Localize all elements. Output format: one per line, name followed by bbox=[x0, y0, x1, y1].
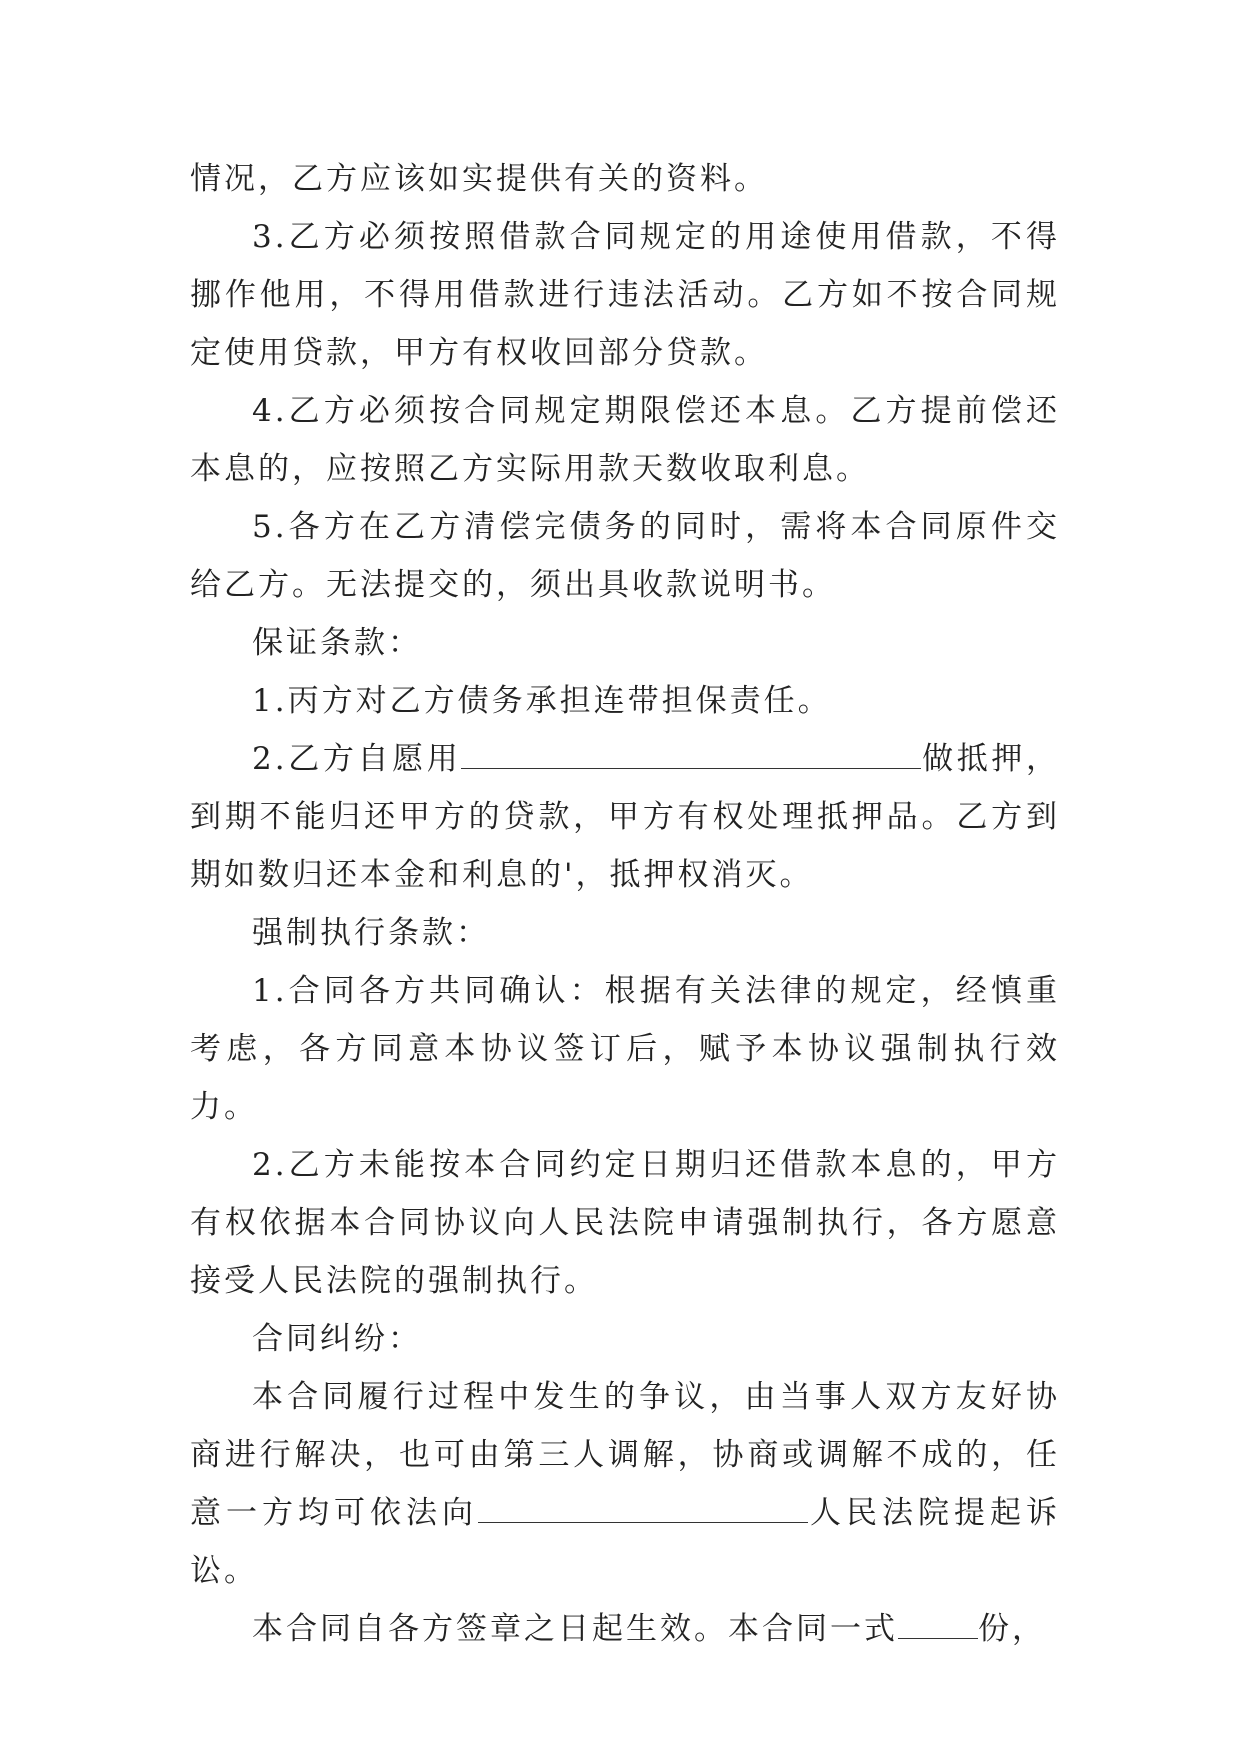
clause-collateral-rest: 做抵押，到期不能归还甲方的贷款，甲方有权处理抵押品。乙方到期如数归还本金和利息的'，抵押权消灭。 bbox=[190, 741, 1061, 893]
clause-collateral-lead: 2.乙方自愿用 bbox=[252, 741, 462, 777]
collateral-blank-field[interactable] bbox=[461, 738, 921, 769]
section-heading-enforcement: 强制执行条款： bbox=[252, 915, 490, 951]
clause-repayment-term: 4.乙方必须按合同规定期限偿还本息。乙方提前偿还本息的，应按照乙方实际用款天数收取利息。 bbox=[190, 393, 1060, 487]
section-heading-guarantee: 保证条款： bbox=[252, 625, 422, 661]
clause-joint-guarantee: 1.丙方对乙方债务承担连带担保责任。 bbox=[252, 683, 832, 719]
clause-collateral bbox=[190, 730, 1060, 904]
clause-effective-lead: 本合同自各方签章之日起生效。本合同一式 bbox=[252, 1611, 898, 1647]
document-page bbox=[190, 150, 1060, 1658]
clause-dispute-rest: 人民法院提起诉讼。 bbox=[190, 1495, 1060, 1589]
paragraph-continuation: 情况，乙方应该如实提供有关的资料。 bbox=[190, 161, 768, 197]
section-heading-dispute: 合同纠纷： bbox=[252, 1321, 422, 1357]
clause-enforcement-apply: 2.乙方未能按本合同约定日期归还借款本息的，甲方有权依据本合同协议向人民法院申请强制执行，各方愿意接受人民法院的强制执行。 bbox=[190, 1147, 1060, 1299]
clause-dispute-resolution bbox=[190, 1368, 1060, 1600]
clause-loan-usage: 3.乙方必须按照借款合同规定的用途使用借款，不得挪作他用，不得用借款进行违法活动。乙方如不按合同规定使用贷款，甲方有权收回部分贷款。 bbox=[190, 219, 1060, 371]
clause-effective-rest: 份， bbox=[978, 1611, 1046, 1647]
clause-enforcement-confirm: 1.合同各方共同确认：根据有关法律的规定，经慎重考虑，各方同意本协议签订后，赋予本协议强制执行效力。 bbox=[190, 973, 1060, 1125]
clause-effective bbox=[190, 1600, 1060, 1658]
clause-dispute-lead: 本合同履行过程中发生的争议，由当事人双方友好协商进行解决，也可由第三人调解，协商或调解不成的，任意一方均可依法向 bbox=[190, 1379, 1060, 1531]
copies-blank-field[interactable] bbox=[898, 1608, 978, 1639]
court-blank-field[interactable] bbox=[478, 1492, 808, 1523]
clause-return-original: 5.各方在乙方清偿完债务的同时，需将本合同原件交给乙方。无法提交的，须出具收款说明书。 bbox=[190, 509, 1060, 603]
